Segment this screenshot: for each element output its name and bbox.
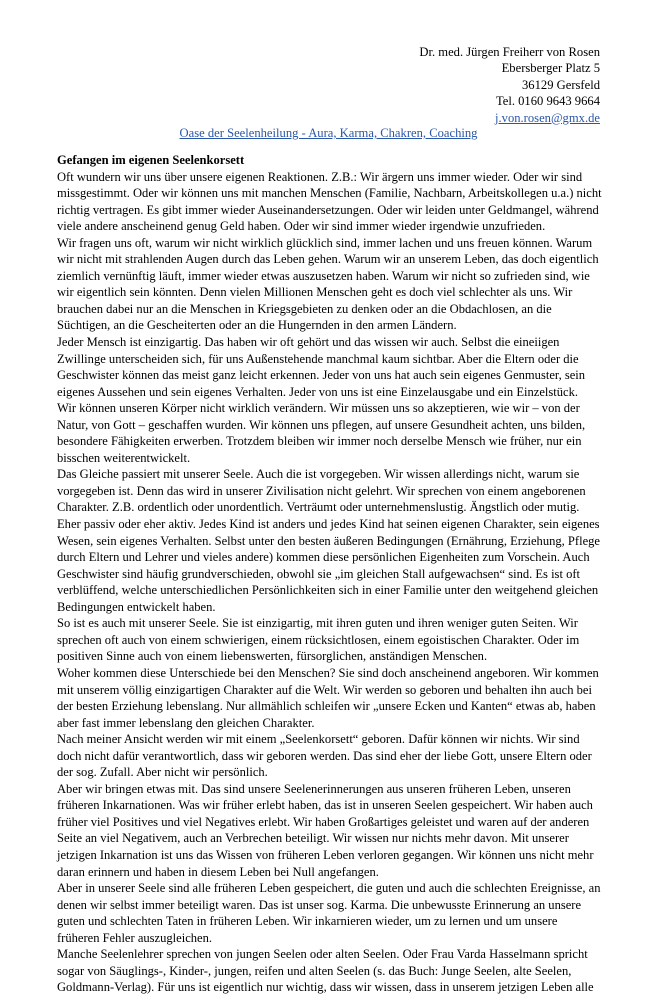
paragraph-container	[57, 169, 602, 996]
article-paragraph: Woher kommen diese Unterschiede bei den Menschen? Sie sind doch anscheinend angeboren. Wir kommen mit unserem völlig einzigartigen Charakter auf die Welt. Wir werden so geboren und behalten ihn auch bei der besten Erziehung lebenslang. Nur allmählich schleifen wir „unsere Ecken und Kanten“ etwas ab, haben aber fast immer lebenslang den gleichen Charakter.	[57, 665, 599, 730]
email-link[interactable]: j.von.rosen@gmx.de	[495, 110, 600, 125]
site-title-link[interactable]: Oase der Seelenheilung - Aura, Karma, Chakren, Coaching	[179, 126, 478, 140]
article-paragraph: Manche Seelenlehrer sprechen von jungen Seelen oder alten Seelen. Oder Frau Varda Hasselmann spricht sogar von Säuglings-, Kinder-, jungen, reifen und alten Seelen (s. das Buch: Junge Seelen, alte Seelen, Goldmann-Verlag). Für uns ist eigentlich nur wichtig, dass wir wissen, dass in unserem jetzigen Leben alle	[57, 947, 594, 995]
letterhead-email-line	[57, 110, 600, 126]
article-heading: Gefangen im eigenen Seelenkorsett	[57, 153, 245, 167]
article-paragraph: Das Gleiche passiert mit unserer Seele. Auch die ist vorgegeben. Wir wissen allerdings nicht, warum sie vorgegeben ist. Denn das wird in unserer Zivilisation nicht gelehrt. Wir sprechen von einem angeborenen Charakter. Z.B. ordentlich oder unordentlich. Verträumt oder unternehmenslustig. Ängstlich oder mutig. Eher passiv oder eher aktiv. Jedes Kind ist anders und jedes Kind hat seinen eigenen Charakter, sein eigenes Wesen, sein eigenes Verhalten. Selbst unter den besten äußeren Bedingungen (Ernährung, Erziehung, Pflege durch Eltern und Lehrer und vieles andere) kommen diese persönlichen Eigenheiten zum Vorschein. Auch Geschwister sind häufig grundverschieden, obwohl sie „im gleichen Stall aufgewachsen“ sind. Es ist oft verblüffend, welche unterschiedlichen Persönlichkeiten sich in einer Familie unter den weitgehend gleichen Bedingungen entwickelt haben.	[57, 467, 600, 614]
article-paragraph: Jeder Mensch ist einzigartig. Das haben wir oft gehört und das wissen wir auch. Selbst die eineiigen Zwillinge unterscheiden sich, für uns Außenstehende manchmal kaum sichtbar. Aber die Eltern oder die Geschwister können das meist ganz leicht erkennen. Jeder von uns hat auch sein eigenes Genmuster, sein eigenes Aussehen und sein eigenes Verhalten. Jeder von uns ist eine Einzelausgabe und ein Einzelstück.	[57, 335, 586, 399]
letterhead-city: 36129 Gersfeld	[522, 77, 600, 92]
article-paragraph: Aber wir bringen etwas mit. Das sind unsere Seelenerinnerungen aus unseren früheren Leben, unseren früheren Inkarnationen. Was wir früher erlebt haben, das ist in unseren Seelen gespeichert. Wir haben auch früher viel Positives und viel Negatives erlebt. Wir haben Großartiges geleistet und waren auf der anderen Seite an viel Negativem, auch an Verbrechen beteiligt. Wir wissen nur nichts mehr davon. Mit unserer jetzigen Inkarnation ist uns das Wissen von früheren Leben verloren gegangen. Wir können uns nicht mehr daran erinnern und haben in diesem Leben bei Null angefangen.	[57, 781, 594, 879]
letterhead-phone: Tel. 0160 9643 9664	[495, 94, 600, 109]
article-body	[57, 152, 602, 996]
article-paragraph: So ist es auch mit unserer Seele. Sie ist einzigartig, mit ihren guten und ihren weniger guten Seiten. Wir sprechen oft auch von einem schwierigen, einem rücksichtlosen, einem egoistischen Charakter. Oder im positiven Sinne auch von einem liebenswerten, fürsorglichen, anständigen Menschen.	[57, 616, 580, 664]
article-paragraph: Oft wundern wir uns über unsere eigenen Reaktionen. Z.B.: Wir ärgern uns immer wieder. Oder wir sind missgestimmt. Oder wir können uns mit manchen Menschen (Familie, Nachbarn, Arbeitskollegen u.a.) nicht richtig vertragen. Es gibt immer wieder Auseinandersetzungen. Oder wir leiden unter Geldmangel, während viele andere anscheinend genug Geld haben. Oder wir sind immer wieder irgendwie unzufrieden.	[57, 169, 602, 234]
article-paragraph: Aber in unserer Seele sind alle früheren Leben gespeichert, die guten und auch die schlechten Ereignisse, an denen wir selbst immer beteiligt waren. Das ist unser sog. Karma. Die unbewusste Erinnerung an unsere guten und schlechten Taten in früheren Leben. Wir inkarnieren wieder, um zu lernen und um unsere früheren Fehler auszugleichen.	[57, 881, 601, 945]
letterhead-street: Ebersberger Platz 5	[501, 61, 600, 76]
site-title-block	[57, 125, 600, 141]
letterhead-block	[57, 44, 600, 126]
letterhead-name: Dr. med. Jürgen Freiherr von Rosen	[419, 45, 600, 59]
article-paragraph: Wir fragen uns oft, warum wir nicht wirklich glücklich sind, immer lachen und uns freuen können. Warum wir nicht mit strahlenden Augen durch das Leben gehen. Warum wir an unserem Leben, das doch eigentlich ziemlich vernünftig läuft, immer wieder etwas auszusetzen haben. Warum wir nicht so zufrieden sind, wie wir eigentlich sein könnten. Denn vielen Millionen Menschen geht es doch viel schlechter als uns. Wir brauchen dabei nur an die Menschen in Kriegsgebieten zu denken oder an die Obdachlosen, an die Süchtigen, an die Gescheiterten oder an die Hungernden in den armen Ländern.	[57, 235, 599, 333]
article-paragraph: Nach meiner Ansicht werden wir mit einem „Seelenkorsett“ geboren. Dafür können wir nichts. Wir sind doch nicht dafür verantwortlich, dass wir geboren werden. Das sind eher der liebe Gott, unsere Eltern oder der sog. Zufall. Aber nicht wir persönlich.	[57, 732, 592, 780]
article-paragraph: Wir können unseren Körper nicht wirklich verändern. Wir müssen uns so akzeptieren, wie wir – von der Natur, von Gott – geschaffen wurden. Wir können uns pflegen, auf unsere Gesundheit achten, uns bilden, besondere Fähigkeiten erwerben. Trotzdem bleiben wir immer noch derselbe Mensch wie früher, nur ein bisschen weiterentwickelt.	[57, 401, 586, 465]
